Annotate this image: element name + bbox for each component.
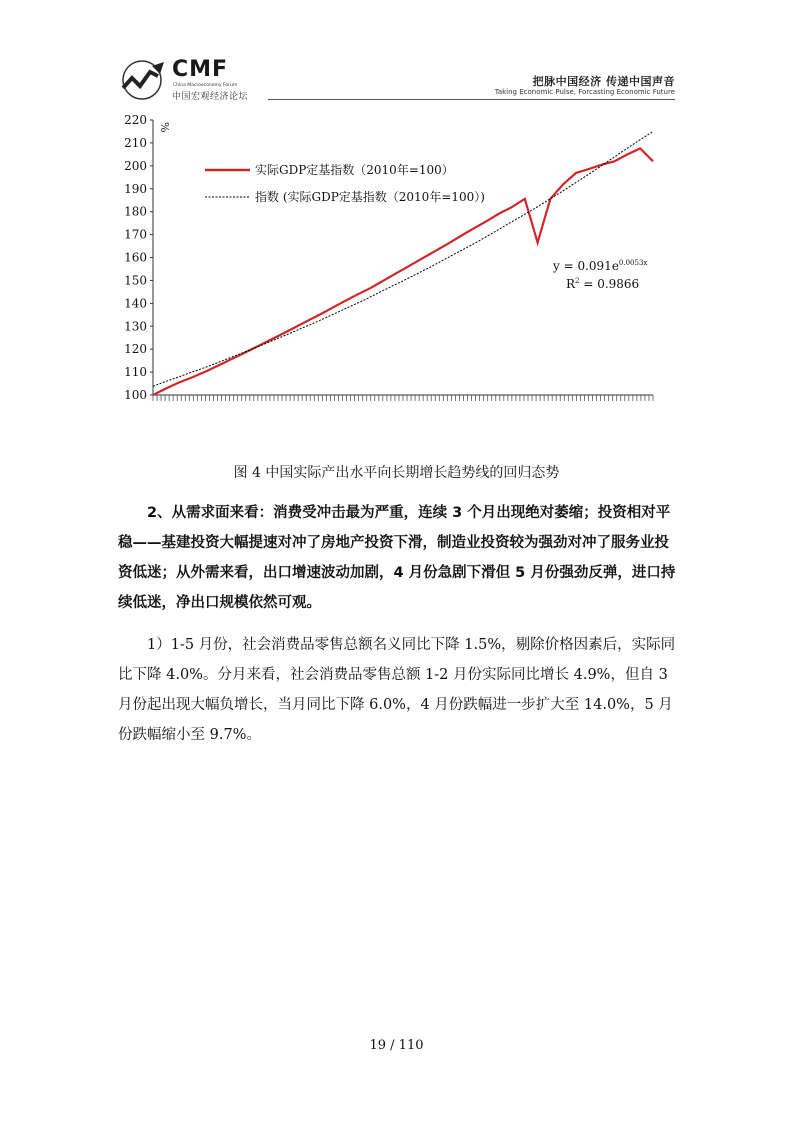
page-number: 19 / 110 (369, 1038, 424, 1053)
page-header (0, 0, 793, 110)
paragraph-consumption: 1）1-5 月份，社会消费品零售总额名义同比下降 1.5%，剔除价格因素后，实际同比下降 4.0%。分月来看，社会消费品零售总额 1-2 月份实际同比增长 4.9%，但自 3 月份起出现大幅负增长，当月同比下降 6.0%，4 月份跌幅进一步扩大至 14.0%，5 月份跌幅缩小至 9.7%。 (118, 637, 676, 743)
y-tick-label: 200 (124, 158, 147, 173)
y-axis (124, 113, 153, 402)
y-tick-label: 150 (124, 273, 147, 288)
y-tick-label: 220 (124, 113, 147, 127)
paragraph-demand-summary: 2、从需求面来看：消费受冲击最为严重，连续 3 个月出现绝对萎缩；投资相对平稳——基建投资大幅提速对冲了房地产投资下滑，制造业投资较为强劲对冲了服务业投资低迷；从外需来看，出口增速波动加剧，4 月份急剧下滑但 5 月份强劲反弹，进口持续低迷，净出口规模依然可观。 (118, 505, 676, 611)
x-axis (153, 395, 653, 401)
y-tick-label: 170 (124, 227, 147, 242)
chart-legend (205, 162, 485, 204)
y-tick-label: 130 (124, 319, 147, 334)
legend-label-actual: 实际GDP定基指数（2010年=100） (255, 163, 454, 177)
y-tick-label: 120 (124, 342, 147, 357)
y-tick-label: 100 (124, 388, 147, 402)
trend-annotation (552, 259, 647, 291)
cmf-logo-icon (118, 58, 166, 100)
figure-caption: 图 4 中国实际产出水平向长期增长趋势线的回归态势 (233, 465, 560, 481)
y-tick-label: 190 (124, 181, 147, 196)
y-tick-label: 140 (124, 296, 147, 311)
logo-subtitle-en: China Macroeconomy Forum (173, 83, 238, 88)
trend-r-squared: $R^2 = 0.9866$ (566, 277, 640, 291)
y-tick-label: 160 (124, 250, 147, 265)
chart-svg (105, 108, 665, 418)
header-slogan-cn: 把脉中国经济 传递中国声音 (532, 75, 675, 88)
logo-text: CMF (172, 57, 229, 82)
y-tick-label: 180 (124, 204, 147, 219)
y-axis-unit-label: % (158, 122, 171, 133)
logo-subtitle-cn: 中国宏观经济论坛 (172, 92, 249, 102)
header-divider (268, 99, 675, 100)
y-tick-label: 110 (124, 365, 147, 380)
y-tick-label: 210 (124, 135, 147, 150)
header-slogan-en: Taking Economic Pulse, Forcasting Economic Future (494, 88, 675, 96)
legend-label-trend: 指数 (实际GDP定基指数（2010年=100）) (255, 190, 485, 204)
trend-equation: $y = 0.091e^{0.0053x}$ (553, 259, 648, 273)
gdp-index-chart (105, 108, 665, 418)
